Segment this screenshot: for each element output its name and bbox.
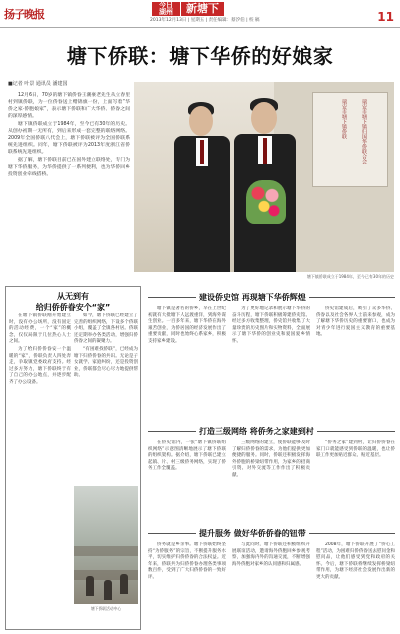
mid-section-paragraph: 塘下镇是著名的侨乡，早在上世纪初就有大批塘下人远渡重洋，到海外谋生创业。一百多年来，塘下华侨在海外艰苦创业，为侨居国的经济发展作出了重要贡献，同时也始终心系家乡，积极支持家乡建设。 bbox=[148, 306, 226, 344]
third-section-paragraph: 在侨史馆内，一张“塘下镇侨联组织网络”示意图清晰地展示了塘下侨联的组织架构。据介绍，塘下侨联已建立起镇、片、村三级侨务网络，实现了侨务工作全覆盖。 bbox=[148, 440, 226, 472]
fourth-section-col-3 bbox=[316, 542, 395, 630]
plaque-image bbox=[312, 92, 388, 187]
left-section-paragraph: 为了给归侨侨眷安一个温暖的“家”，侨联负责人四处奔走，争取镇党委政府支持。经过多方努力，塘下侨联终于有了自己的办公地点，并逐步配齐了办公设备。 bbox=[9, 346, 71, 385]
fourth-section-col-1 bbox=[148, 542, 226, 630]
left-section-paragraph: 如今，塘下侨联已经建立了完善的组织网络，下设多个侨联小组，覆盖了全镇各村居。侨联还定期举办各类活动，增强归侨侨眷之间的凝聚力。 bbox=[74, 313, 138, 345]
mid-section-paragraph: 为了更好地记录和展示塘下华侨的奋斗历程，塘下侨联积极筹建侨史馆。经过多方收集整理，侨史馆共收集了大量珍贵的历史图片和实物资料，全面展示了塘下华侨的创业史和爱国爱乡情怀。 bbox=[232, 306, 310, 344]
left-section-paragraph: “有困难找侨联”，已经成为塘下归侨侨眷的共识。无论是子女就学、家庭纠纷，还是投资创业，侨联都会尽心尽力地提供帮助。 bbox=[74, 346, 138, 379]
third-section-col-2 bbox=[232, 440, 310, 524]
fourth-section-col-2 bbox=[232, 542, 310, 630]
paper-logo: 扬子晚报 bbox=[4, 8, 44, 21]
third-section-col-1 bbox=[148, 440, 226, 524]
mid-section-col-1 bbox=[148, 306, 226, 422]
fourth-section-paragraph: 2008年，塘下侨联开展了“侨心工程”活动，为困难归侨侨眷送去慰问金和慰问品，让他们感受到党和政府的关怀。今后，塘下侨联将继续发挥桥梁纽带作用，为塘下经济社会发展作出新的更大的贡献。 bbox=[316, 542, 395, 580]
lead-paragraph: 12月6日，70岁的塘下镇侨眷王潮豪老先生从立春里村到镇侨联，为一位侨眷送上赠锦旗一份，上面写着“华侨之家·侨胞娘家”，表示塘下侨联和广大华侨、侨眷之间的深厚感情。 bbox=[8, 93, 130, 119]
mid-section-col-3 bbox=[316, 306, 395, 422]
third-section-paragraph: 三级网络的建立，使侨联能够及时了解归侨侨眷的需求，为他们提供更加便捷的服务。同时，侨联还积极发挥海外侨胞的桥梁纽带作用，为家乡的招商引资、对外交流等工作作出了积极贡献。 bbox=[232, 440, 310, 478]
plaque-text-1: 瑞安市塘下镇归国华侨联合会 bbox=[361, 99, 367, 164]
edition-badge bbox=[152, 2, 180, 16]
photo-caption: 塘下镇侨联成立于1984年，至今已有30年的历史 bbox=[306, 274, 394, 279]
left-section-title-2: 给归侨侨眷安个“家” bbox=[35, 303, 111, 312]
fourth-section-title: 提升服务 做好华侨侨眷的钮带 bbox=[196, 528, 309, 539]
main-photo bbox=[134, 82, 394, 272]
masthead bbox=[0, 0, 400, 28]
activity-center-caption: 塘下侨联活动中心 bbox=[90, 606, 122, 611]
left-section-paragraph: 在塘下镇侨联刚开始建立时，没有办公场所，没有固定的活动经费，一个“家”的概念，仅仅局限于几位热心人士之间。 bbox=[9, 313, 71, 345]
third-section-title: 打造三级网络 将侨务之家建到村 bbox=[196, 426, 317, 437]
activity-center-photo bbox=[74, 486, 138, 604]
publication-line: 2013年12月13日 | 星期五 | 责任编辑：蔡汐伯 | 校 稿 bbox=[150, 18, 260, 23]
lead-paragraph: 据了解，塘下侨联目前已在国外建立联络处，专门为塘下华侨服务，为华侨提供了一系列便利，也为华侨回乡投资创业牵线搭桥。 bbox=[8, 158, 130, 177]
byline: ■记者 叶景 通讯员 潘建国 bbox=[8, 81, 68, 87]
left-section-col-2 bbox=[74, 313, 138, 483]
headline: 塘下侨联：塘下华侨的好娘家 bbox=[66, 44, 334, 68]
edition-badge-top: 今日 bbox=[159, 1, 173, 9]
section-name: 新塘下 bbox=[181, 2, 224, 16]
plaque-text-2: 瑞安市塘下镇侨联 bbox=[341, 99, 347, 139]
mid-section-col-2 bbox=[232, 306, 310, 422]
flower-bouquet-image bbox=[246, 180, 286, 224]
page-number: 11 bbox=[377, 10, 394, 24]
mid-section-paragraph: 侨史馆建成后，吸引了众多华侨、侨眷以及社会各界人士前来参观，成为了解塘下华侨历史的重要窗口，也成为对青少年进行爱国主义教育的重要基地。 bbox=[316, 306, 395, 338]
lead-article bbox=[8, 92, 130, 179]
third-section-col-3 bbox=[316, 440, 395, 524]
edition-badge-bottom: 湖州 bbox=[159, 8, 173, 16]
fourth-section-paragraph: 侨务就是乡亲事。塘下侨联始终坚持“为侨服务”的宗旨，不断提升服务水平，切实维护归侨侨眷的合法权益。近年来，侨联共为归侨侨眷办理各类事项数百件，受到了广大归侨侨眷的一致好评。 bbox=[148, 542, 226, 580]
lead-paragraph: 塘下镇侨联成立于1984年，至今已有30年的历史。从创办初期一无所有，到后来形成一套完整的联络网络。2009年全国侨联八代会上，塘下侨联被评为全国侨联系统先进组织。同年，塘下侨联被评为2013年度浙江省侨联系统先进组织。 bbox=[8, 122, 130, 155]
mid-section-title: 建设侨史馆 再现塘下华侨辉煌 bbox=[196, 292, 309, 303]
left-section-title-1: 从无到有 bbox=[57, 292, 89, 301]
left-section-col-1 bbox=[9, 313, 71, 623]
fourth-section-paragraph: 与此同时，塘下侨联还积极组织开展联谊活动，邀请海外侨胞回乡参观考察，加强海内外的沟通交流，不断增强海外侨胞对家乡的认同感和归属感。 bbox=[232, 542, 310, 567]
third-section-paragraph: “侨务之家”建到村，让归侨侨眷在家门口就能感受到侨联的温暖，也让侨联工作更加贴近群众、贴近基层。 bbox=[316, 440, 395, 459]
